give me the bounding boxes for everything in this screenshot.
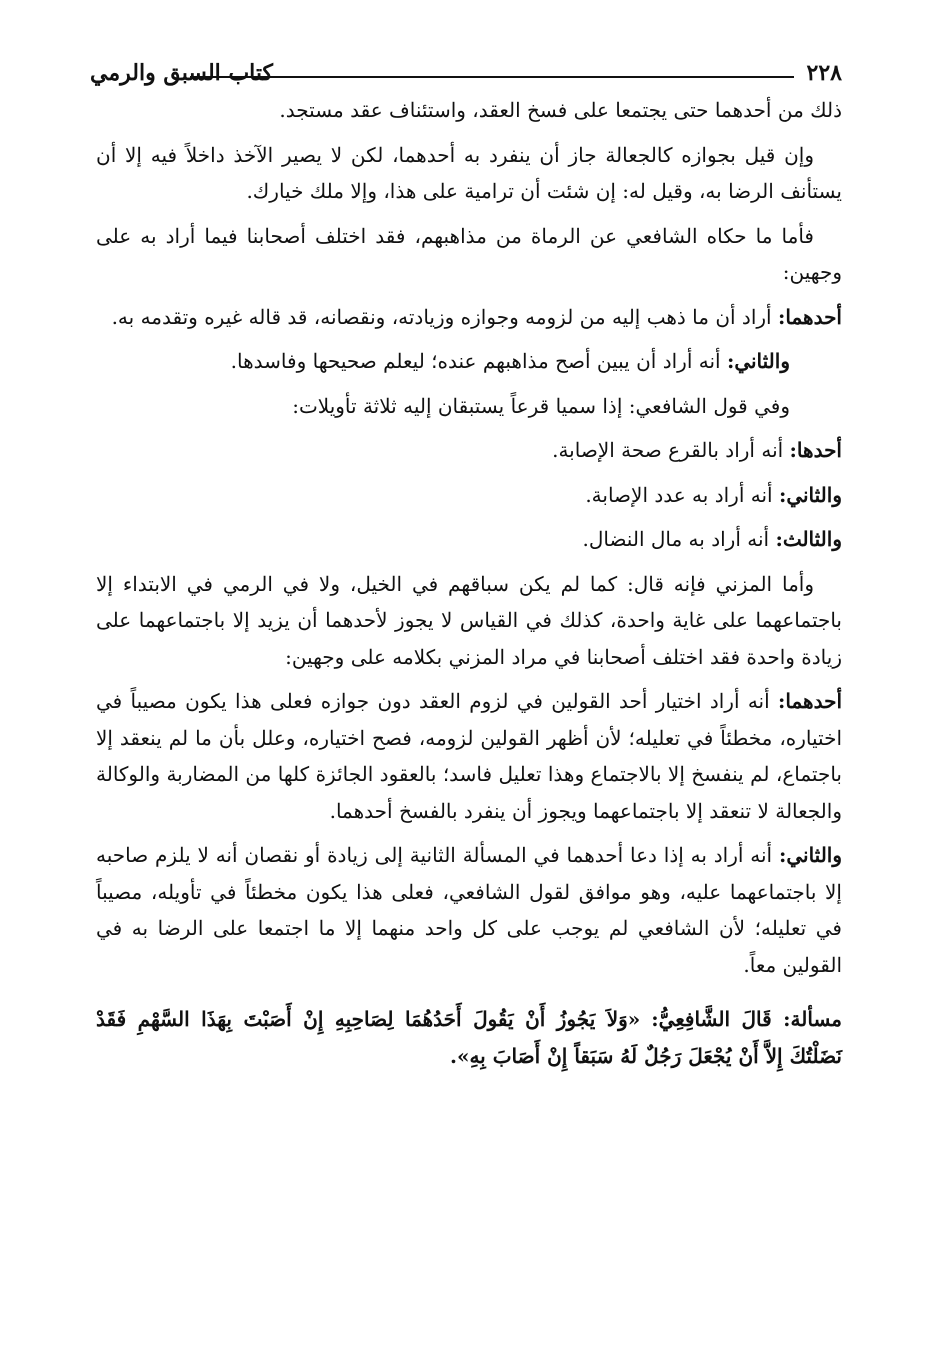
paragraph	[96, 432, 842, 469]
paragraph-lead: أحدها:	[789, 438, 842, 462]
paragraph	[96, 343, 842, 380]
paragraph	[96, 92, 842, 129]
paragraph-text: أنه أراد اختيار أحد القولين في لزوم العقد دون جوازه فعلى هذا يكون مصيباً في اختياره، مخطئاً في تعليله؛ لأن أظهر القولين لزومه، فصح اختياره، وعلل بأن ما لم ينعقد إلا باجتماع، لم ينفسخ إلا بالاجتماع وهذا تعليل فاسد؛ بالعقود الجائزة كلها من المضاربة والوكالة والجعالة لا تنعقد إلا باجتماعهما ويجوز أن ينفرد بالفسخ أحدهما.	[96, 689, 843, 823]
paragraph	[96, 837, 842, 983]
paragraph-lead: والثاني:	[726, 349, 790, 373]
paragraph-lead: مسألة: قَالَ الشَّافِعِيُّ:	[651, 1007, 843, 1031]
paragraph-lead: والثالث:	[775, 527, 842, 551]
paragraph-lead: أحدهما:	[777, 304, 842, 329]
paragraph-text: وأما المزني فإنه قال: كما لم يكن سباقهم في الخيل، ولا في الرمي في الابتداء إلا باجتماعهما على غاية واحدة، كذلك في القياس لا يجوز لأحدهما أن يزيد إلا باجتماعهما على زيادة واحدة فقد اختلف أصحابنا في مراد المزني بكلامه على وجهين:	[96, 571, 842, 669]
paragraph-text: أنه أراد به إذا دعا أحدهما في المسألة الثانية إلى زيادة أو نقصان أنه لا يلزم صاحبه إلا باجتماعهما عليه، وهو موافق لقول الشافعي، فعلى هذا يكون مخطئاً في تأويله، مصيباً في تعليله؛ لأن الشافعي لم يوجب على كل واحد منهما إلا ما اجتمعا على الرضا به في القولين معاً.	[96, 843, 842, 977]
paragraph-text: أنه أراد به مال النضال.	[582, 527, 770, 551]
running-title: كتاب السبق والرمي	[90, 60, 273, 86]
paragraph-text: ذلك من أحدهما حتى يجتمعا على فسخ العقد، واستئناف عقد مستجد.	[279, 98, 842, 122]
paragraph-text: أنه أراد أن يبين أصح مذاهبهم عنده؛ ليعلم صحيحها وفاسدها.	[230, 349, 721, 373]
paragraph-lead: والثاني:	[778, 482, 842, 507]
paragraph-lead: أحدهما:	[778, 689, 843, 713]
paragraph-text: أراد أن ما ذهب إليه من لزومه وجوازه وزيادته، ونقصانه، قد قاله غيره وتقدمه به.	[111, 304, 772, 329]
paragraph	[96, 388, 842, 425]
paragraph-text: فأما ما حكاه الشافعي عن الرماة من مذاهبهم، فقد اختلف أصحابنا فيما أراد به على وجهين:	[96, 223, 842, 284]
paragraph	[96, 566, 842, 676]
paragraph-lead: والثاني:	[778, 843, 843, 867]
paragraph	[96, 218, 842, 291]
paragraph	[96, 137, 842, 210]
paragraph	[96, 521, 842, 558]
paragraph-text: أنه أراد به عدد الإصابة.	[585, 482, 773, 507]
paragraph-text: وفي قول الشافعي: إذا سميا قرعاً يستبقان إليه ثلاثة تأويلات:	[292, 393, 790, 418]
paragraph-masala	[96, 1001, 842, 1074]
page-header	[90, 60, 842, 92]
quoted-text: «وَلاَ يَجُوزُ أَنْ يَقُولَ أَحَدُهُمَا لِصَاحِبِهِ إِنْ أَصَبْتَ بِهَذَا السَّهْمِ فَقَدْ نَضَلْتُكَ إِلاَّ أَنْ يُجْعَلَ رَجُلٌ لَهُ سَبَقاً إِنْ أَصَابَ بِهِ».	[96, 1007, 842, 1068]
paragraph-text: أنه أراد بالقرع صحة الإصابة.	[552, 438, 784, 462]
page-number: ٢٢٨	[806, 60, 842, 86]
header-rule	[190, 76, 794, 78]
body-text	[96, 92, 842, 1082]
paragraph-text: وإن قيل بجوازه كالجعالة جاز أن ينفرد به أحدهما، لكن لا يصير الآخذ داخلاً فيه إلا أن يستأنف الرضا به، وقيل له: إن شئت أن ترامية على هذا، وإلا ملك خيارك.	[96, 142, 842, 203]
paragraph	[96, 683, 842, 829]
paragraph	[96, 299, 842, 336]
paragraph	[96, 477, 842, 514]
